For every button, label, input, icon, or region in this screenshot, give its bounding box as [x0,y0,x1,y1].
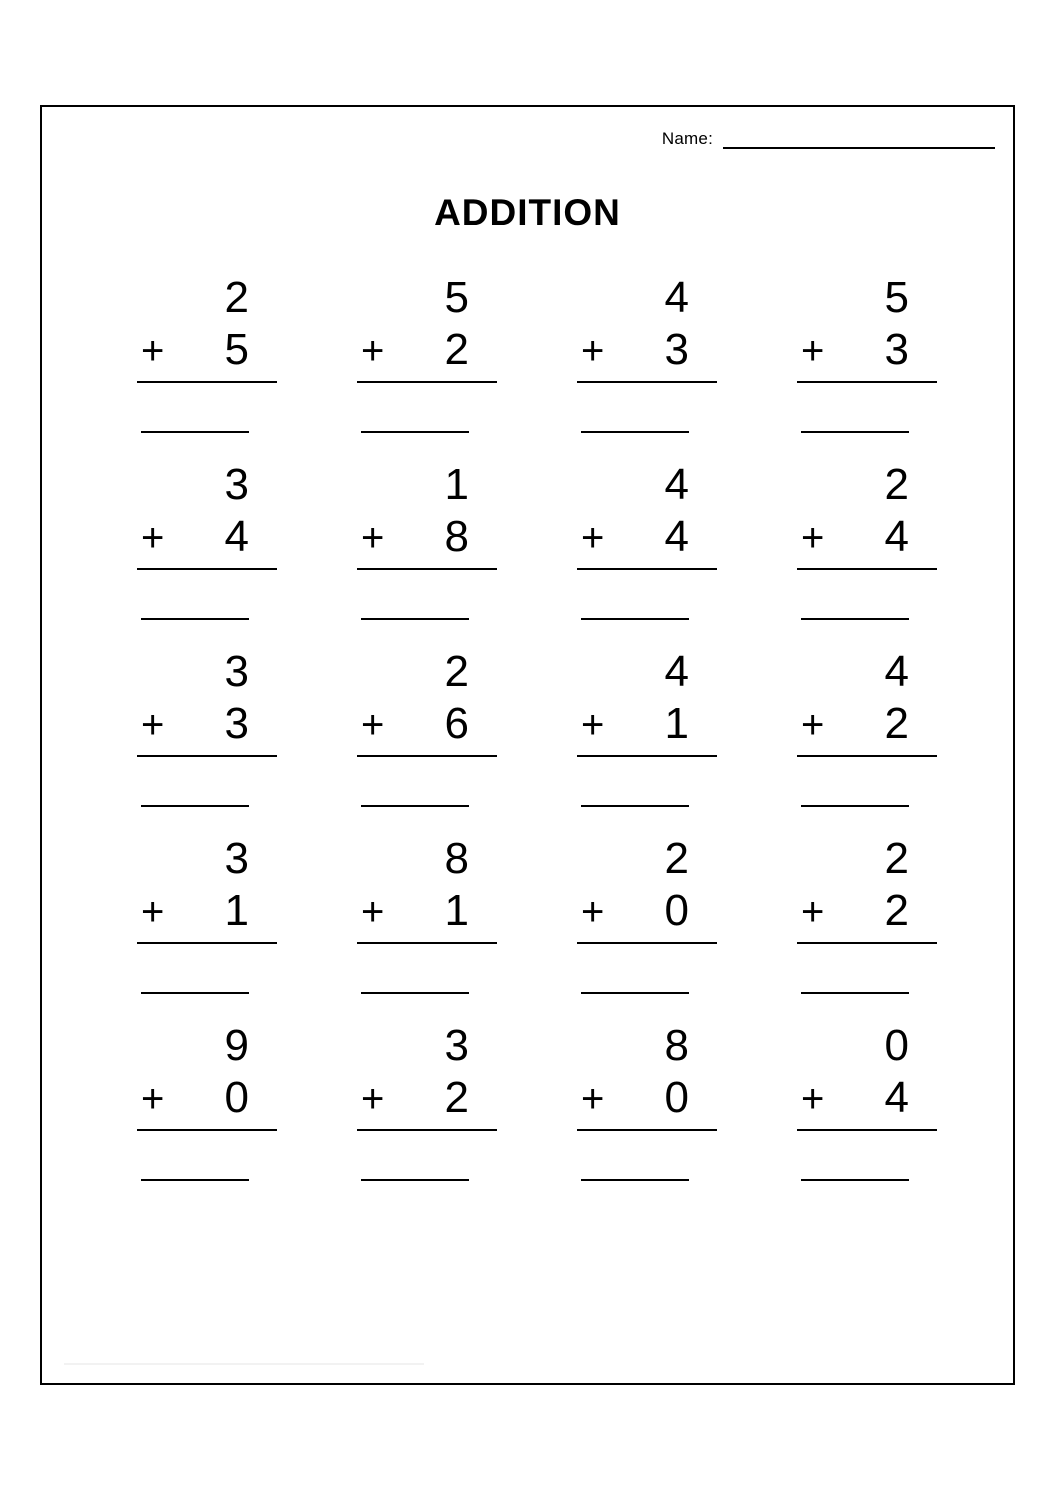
answer-blank[interactable] [141,1179,249,1181]
problem-item [312,459,532,646]
addend-bottom: 0 [664,886,689,935]
addend-top: 5 [884,273,909,322]
answer-blank[interactable] [361,992,469,994]
problem-item [752,1020,972,1207]
operator-sign: + [141,703,165,747]
operator-sign: + [141,329,165,373]
addend-bottom: 4 [664,512,689,561]
page-title: ADDITION [434,192,621,233]
answer-blank[interactable] [141,618,249,620]
addend-top: 2 [444,647,469,696]
addend-top: 3 [224,834,249,883]
operator-sign: + [361,890,385,934]
operator-sign: + [801,890,825,934]
addend-bottom: 2 [884,699,909,748]
answer-blank[interactable] [801,1179,909,1181]
problem-row [92,833,972,1020]
problem-item [752,646,972,833]
operator-sign: + [801,516,825,560]
problem-item [312,646,532,833]
page-watermark [64,1363,424,1365]
problem-item [312,833,532,1020]
addend-top: 5 [444,273,469,322]
addend-top: 2 [664,834,689,883]
answer-blank[interactable] [361,1179,469,1181]
addend-top: 1 [444,460,469,509]
operator-sign: + [361,516,385,560]
addend-bottom: 1 [444,886,469,935]
operator-sign: + [581,703,605,747]
answer-blank[interactable] [801,992,909,994]
addend-top: 8 [664,1021,689,1070]
addend-bottom: 4 [884,512,909,561]
addend-bottom: 0 [664,1073,689,1122]
problem-row [92,459,972,646]
addend-top: 2 [884,834,909,883]
addend-top: 3 [224,647,249,696]
problem-item [92,272,312,459]
answer-blank[interactable] [801,618,909,620]
name-input-line[interactable] [723,133,995,149]
addend-bottom: 8 [444,512,469,561]
name-label: Name: [661,129,713,148]
operator-sign: + [361,1077,385,1121]
problem-row [92,272,972,459]
addend-bottom: 3 [884,325,909,374]
problem-item [752,833,972,1020]
operator-sign: + [141,1077,165,1121]
worksheet-page [40,105,1015,1385]
answer-blank[interactable] [581,1179,689,1181]
problem-item [532,833,752,1020]
addend-top: 0 [884,1021,909,1070]
problem-item [752,272,972,459]
addend-bottom: 5 [224,325,249,374]
addend-top: 8 [444,834,469,883]
addend-bottom: 4 [224,512,249,561]
operator-sign: + [361,329,385,373]
problem-item [532,459,752,646]
operator-sign: + [361,703,385,747]
addend-top: 4 [664,647,689,696]
answer-blank[interactable] [361,805,469,807]
operator-sign: + [581,516,605,560]
operator-sign: + [581,890,605,934]
answer-blank[interactable] [581,431,689,433]
addend-top: 4 [664,460,689,509]
problem-item [752,459,972,646]
operator-sign: + [141,516,165,560]
operator-sign: + [581,1077,605,1121]
addend-bottom: 2 [884,886,909,935]
addend-top: 3 [224,460,249,509]
problem-item [532,646,752,833]
answer-blank[interactable] [141,992,249,994]
answer-blank[interactable] [141,805,249,807]
answer-blank[interactable] [801,805,909,807]
operator-sign: + [801,703,825,747]
name-field-row [662,129,995,149]
addend-bottom: 6 [444,699,469,748]
operator-sign: + [801,329,825,373]
operator-sign: + [141,890,165,934]
answer-blank[interactable] [141,431,249,433]
problem-item [92,646,312,833]
addend-bottom: 2 [444,1073,469,1122]
addend-top: 2 [884,460,909,509]
problem-item [92,1020,312,1207]
addend-top: 2 [224,273,249,322]
answer-blank[interactable] [581,992,689,994]
addend-top: 4 [884,647,909,696]
answer-blank[interactable] [581,618,689,620]
problem-item [312,272,532,459]
problem-row [92,1020,972,1207]
addend-top: 4 [664,273,689,322]
problem-item [312,1020,532,1207]
addend-top: 3 [444,1021,469,1070]
addend-top: 9 [224,1021,249,1070]
problem-row [92,646,972,833]
answer-blank[interactable] [361,618,469,620]
answer-blank[interactable] [801,431,909,433]
addend-bottom: 3 [664,325,689,374]
addend-bottom: 4 [884,1073,909,1122]
answer-blank[interactable] [361,431,469,433]
problem-item [92,459,312,646]
problem-item [532,272,752,459]
addend-bottom: 3 [224,699,249,748]
addend-bottom: 1 [224,886,249,935]
problem-item [92,833,312,1020]
addend-bottom: 2 [444,325,469,374]
problems-grid [92,272,972,1207]
operator-sign: + [581,329,605,373]
answer-blank[interactable] [581,805,689,807]
operator-sign: + [801,1077,825,1121]
problem-item [532,1020,752,1207]
addend-bottom: 0 [224,1073,249,1122]
addend-bottom: 1 [664,699,689,748]
